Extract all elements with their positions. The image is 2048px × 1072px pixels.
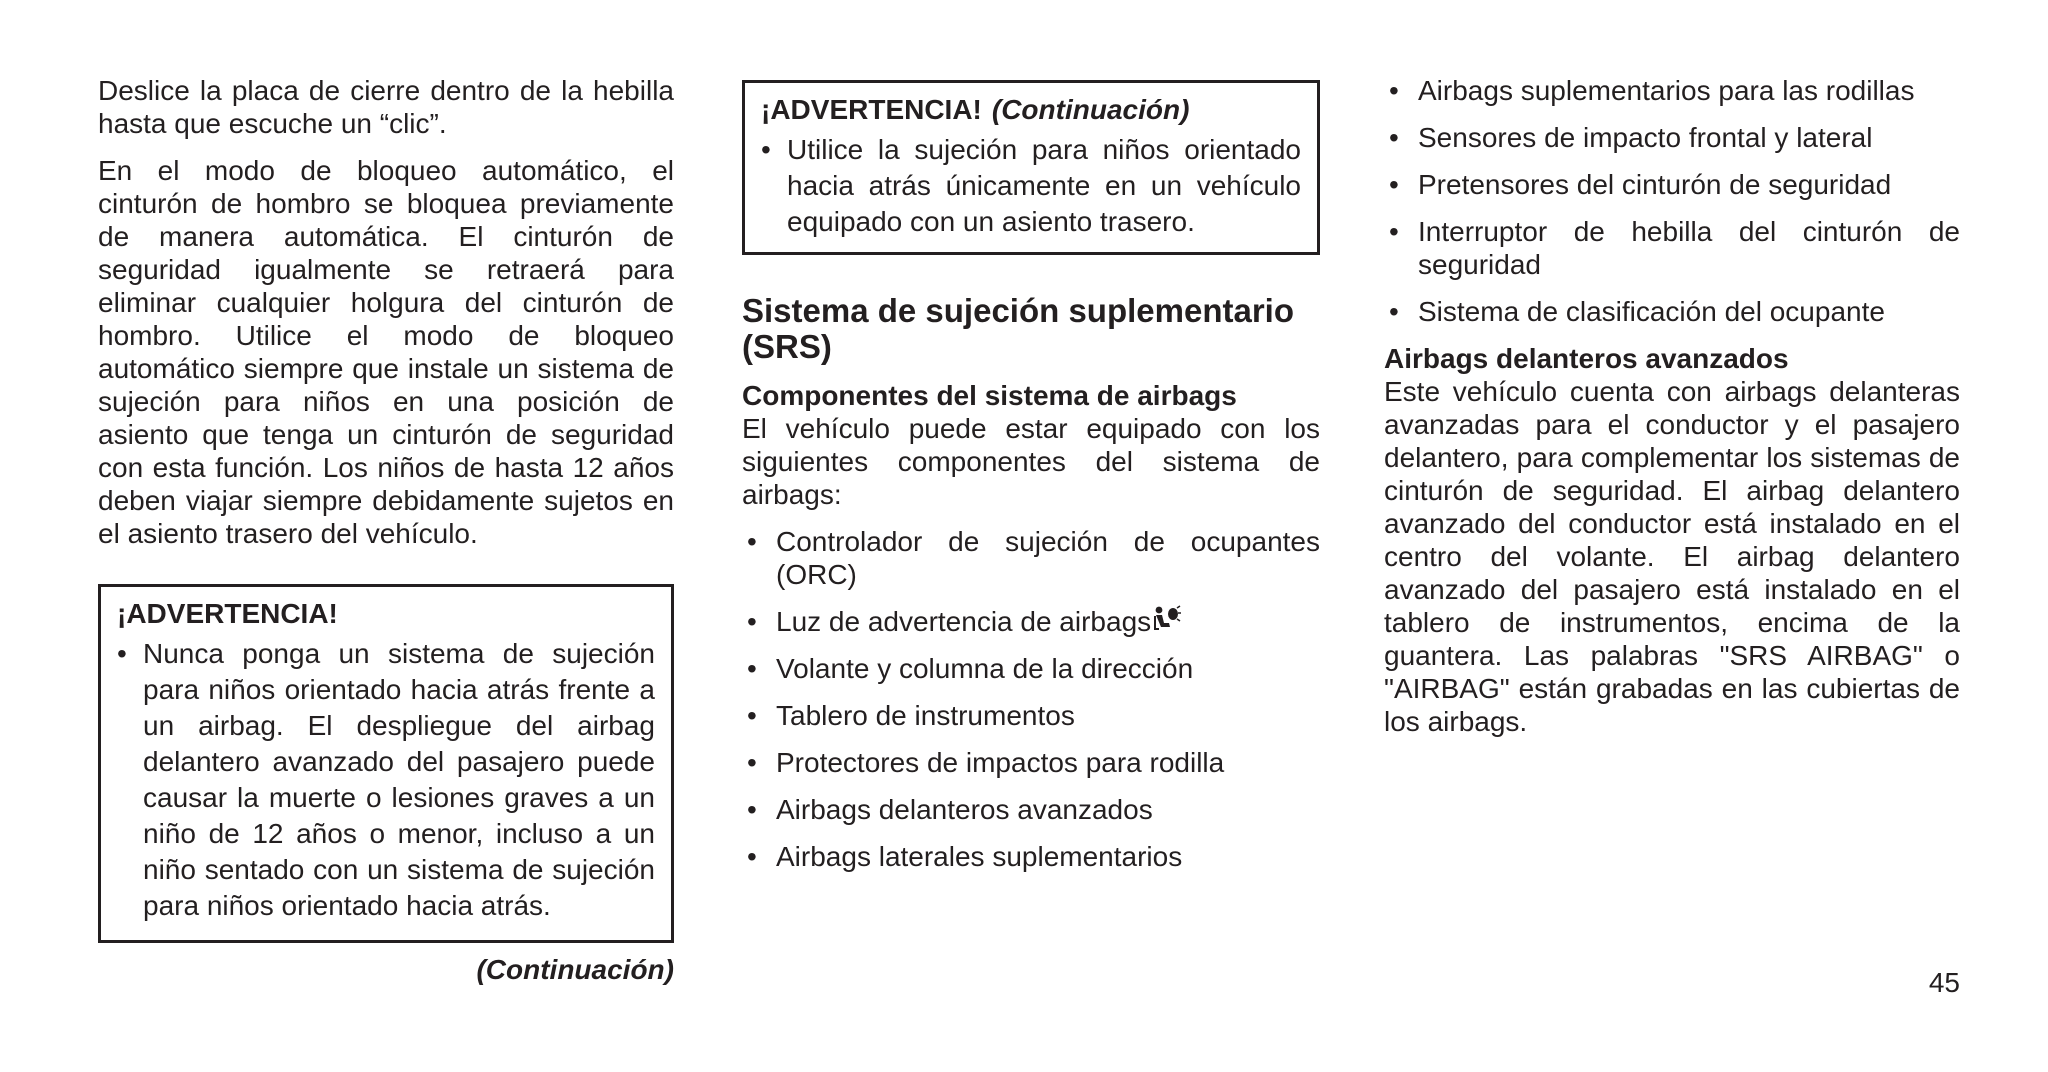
- warning-continued-label: (Continuación): [991, 94, 1190, 125]
- continued-label: (Continuación): [476, 954, 674, 985]
- list-item: [1384, 295, 1960, 328]
- warning-item: [761, 132, 1301, 240]
- list-item-text: Interruptor de hebilla del cinturón de seguridad: [1418, 216, 1960, 280]
- list-item-text: Sistema de clasificación del ocupante: [1418, 296, 1885, 327]
- warning-box: [98, 584, 674, 943]
- list-item: [742, 699, 1320, 732]
- section-title: Sistema de sujeción suplementario (SRS): [742, 292, 1295, 365]
- intro-paragraph: El vehículo puede estar equipado con los siguientes componentes del sistema de airbags:: [742, 413, 1320, 510]
- bullet-icon: •: [761, 134, 771, 165]
- bullet-icon: •: [117, 638, 127, 669]
- list-item: [1384, 215, 1960, 281]
- bullet-icon: •: [747, 606, 757, 637]
- warning-title-text: ¡ADVERTENCIA!: [761, 94, 982, 125]
- warning-title: ¡ADVERTENCIA!: [117, 598, 338, 629]
- page-number: 45: [1928, 967, 1960, 998]
- bullet-icon: •: [747, 700, 757, 731]
- warning-box-continued: [742, 80, 1320, 255]
- bullet-icon: •: [1389, 169, 1399, 200]
- warning-item-text: Utilice la sujeción para niños orientado hacia atrás únicamente en un vehículo equipado con un asiento trasero.: [787, 134, 1301, 237]
- list-item: [742, 605, 1320, 638]
- list-item-text: Sensores de impacto frontal y lateral: [1418, 122, 1873, 153]
- bullet-icon: •: [747, 747, 757, 778]
- advanced-airbags-paragraph: Este vehículo cuenta con airbags delanteras avanzadas para el conductor y el pasajero delantero, para complementar los sistemas de cinturón de seguridad. El airbag delantero avanzado del conductor está instalado en el centro del volante. El airbag delantero avanzado del pasajero está instalado en el tablero de instrumentos, encima de la guantera. Las palabras "SRS AIRBAG" o "AIRBAG" están grabadas en las cubiertas de los airbags.: [1384, 376, 1960, 737]
- list-item: [742, 840, 1320, 873]
- list-item-text: Volante y columna de la dirección: [776, 653, 1194, 684]
- bullet-icon: •: [747, 653, 757, 684]
- list-item: [742, 746, 1320, 779]
- warning-list: [761, 132, 1301, 240]
- list-item-text: Controlador de sujeción de ocupantes (ORC): [776, 526, 1320, 590]
- left-column: [98, 74, 674, 986]
- list-item-text: Protectores de impactos para rodilla: [776, 747, 1225, 778]
- list-item: [742, 652, 1320, 685]
- list-item-text: Pretensores del cinturón de seguridad: [1418, 169, 1892, 200]
- middle-column: [742, 80, 1320, 887]
- list-item: [1384, 168, 1960, 201]
- list-item: [742, 525, 1320, 591]
- list-item: [1384, 74, 1960, 107]
- bullet-icon: •: [1389, 75, 1399, 106]
- list-item-text: Airbags delanteros avanzados: [776, 794, 1153, 825]
- bullet-icon: •: [1389, 216, 1399, 247]
- bullet-icon: •: [747, 526, 757, 557]
- list-item-text: Luz de advertencia de airbags: [776, 606, 1152, 637]
- bullet-icon: •: [1389, 122, 1399, 153]
- airbag-components-list-continued: [1384, 74, 1960, 328]
- sub-heading: Airbags delanteros avanzados: [1384, 343, 1789, 374]
- list-item-text: Airbags laterales suplementarios: [776, 841, 1183, 872]
- bullet-icon: •: [747, 841, 757, 872]
- buckle-paragraph: Deslice la placa de cierre dentro de la hebilla hasta que escuche un “clic”.: [98, 75, 674, 139]
- bullet-icon: •: [1389, 296, 1399, 327]
- bullet-icon: •: [747, 794, 757, 825]
- list-item-text: Airbags suplementarios para las rodillas: [1418, 75, 1915, 106]
- list-item: [1384, 121, 1960, 154]
- warning-item-text: Nunca ponga un sistema de sujeción para niños orientado hacia atrás frente a un airbag. El despliegue del airbag delantero avanzado del pasajero puede causar la muerte o lesiones graves a un niño de 12 años o menor, incluso a un niño sentado con un sistema de sujeción para niños orientado hacia atrás.: [143, 638, 655, 921]
- warning-list: [117, 636, 655, 924]
- right-column: [1384, 74, 1960, 752]
- list-item: [742, 793, 1320, 826]
- auto-lock-paragraph: En el modo de bloqueo automático, el cinturón de hombro se bloquea previamente de manera automática. El cinturón de seguridad igualmente se retraerá para eliminar cualquier holgura del cinturón de hombro. Utilice el modo de bloqueo automático siempre que instale un sistema de sujeción para niños en una posición de asiento que tenga un cinturón de seguridad con esta función. Los niños de hasta 12 años deben viajar siempre debidamente sujetos en el asiento trasero del vehículo.: [98, 155, 674, 549]
- warning-item: [117, 636, 655, 924]
- warning-title: [761, 93, 1301, 126]
- airbag-components-list: [742, 525, 1320, 873]
- sub-heading: Componentes del sistema de airbags: [742, 380, 1237, 411]
- list-item-text: Tablero de instrumentos: [776, 700, 1075, 731]
- airbag-warning-icon: [1151, 605, 1181, 633]
